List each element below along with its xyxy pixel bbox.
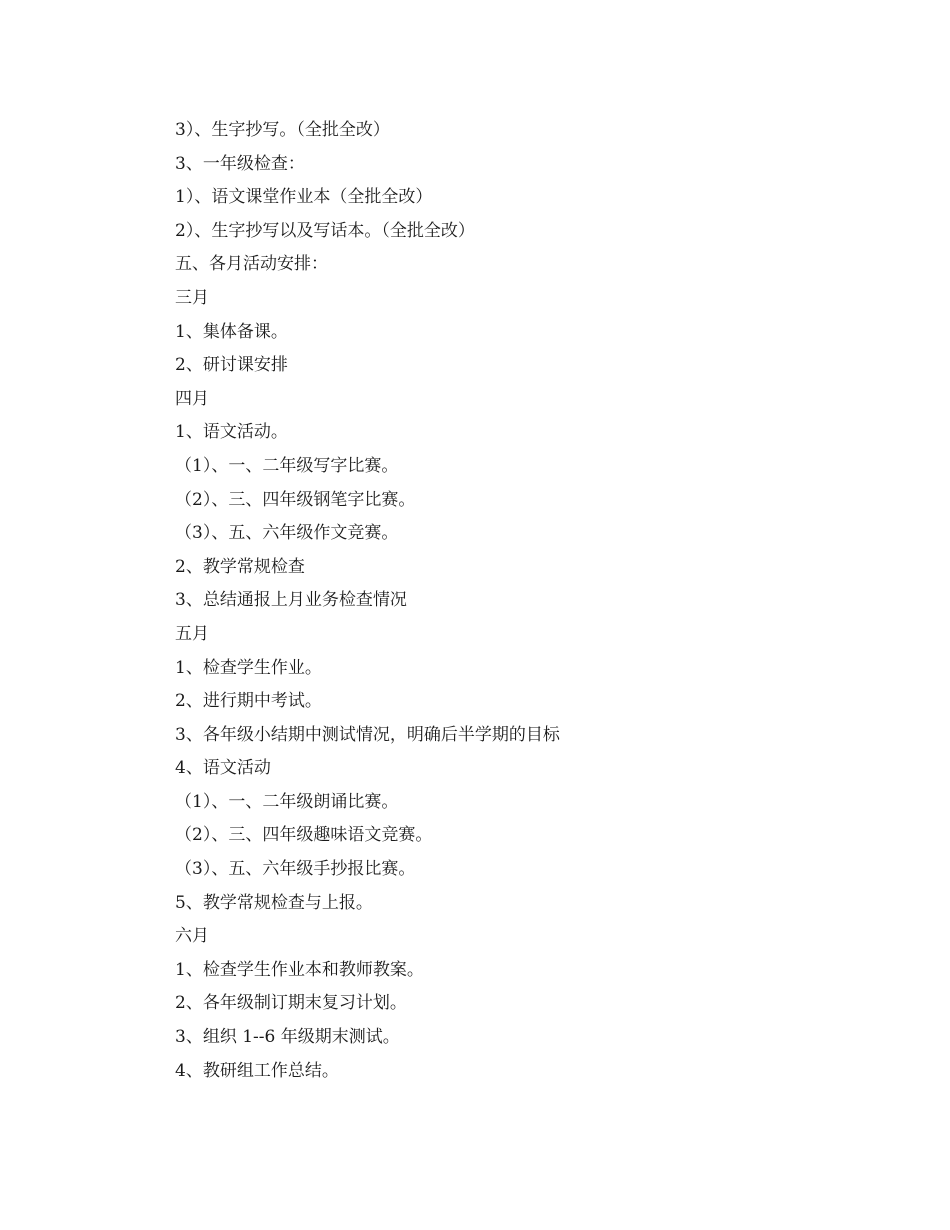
text-line: （2）、三、四年级趣味语文竞赛。 (175, 825, 433, 846)
text-line: 3、组织 1--6 年级期末测试。 (175, 1027, 400, 1048)
text-line: （1）、一、二年级朗诵比赛。 (175, 791, 399, 812)
text-line: 3）、生字抄写。（全批全改） (175, 120, 390, 140)
month-heading: 三月 (175, 287, 209, 308)
document-body (175, 117, 875, 1091)
text-line: 3、各年级小结期中测试情况，明确后半学期的目标 (175, 724, 560, 745)
month-heading: 五月 (175, 623, 209, 644)
text-line: 3、总结通报上月业务检查情况 (175, 590, 407, 611)
text-line: 1）、语文课堂作业本（全批全改） (175, 187, 433, 208)
text-line: 2、研讨课安排 (175, 355, 288, 376)
text-line: 4、语文活动 (175, 758, 271, 779)
text-line: 1、检查学生作业。 (175, 657, 322, 678)
text-line: 2、各年级制订期末复习计划。 (175, 993, 407, 1014)
text-line: 5、教学常规检查与上报。 (175, 892, 373, 913)
text-line: 1、集体备课。 (175, 321, 288, 342)
text-line: （3）、五、六年级作文竞赛。 (175, 523, 399, 544)
text-line: （1）、一、二年级写字比赛。 (175, 455, 399, 476)
month-heading: 六月 (175, 926, 209, 947)
text-line: （2）、三、四年级钢笔字比赛。 (175, 489, 416, 510)
month-heading: 四月 (175, 388, 209, 409)
text-line: 2、进行期中考试。 (175, 691, 322, 712)
section-heading: 五、各月活动安排： (175, 254, 328, 275)
text-line: （3）、五、六年级手抄报比赛。 (175, 859, 416, 880)
text-line: 3、一年级检查： (175, 153, 305, 174)
text-line: 2、教学常规检查 (175, 556, 305, 577)
text-line: 4、教研组工作总结。 (175, 1060, 339, 1081)
text-line: 1、语文活动。 (175, 422, 288, 443)
text-line: 1、检查学生作业本和教师教案。 (175, 959, 424, 980)
text-line: 2）、生字抄写以及写话本。（全批全改） (175, 220, 475, 241)
